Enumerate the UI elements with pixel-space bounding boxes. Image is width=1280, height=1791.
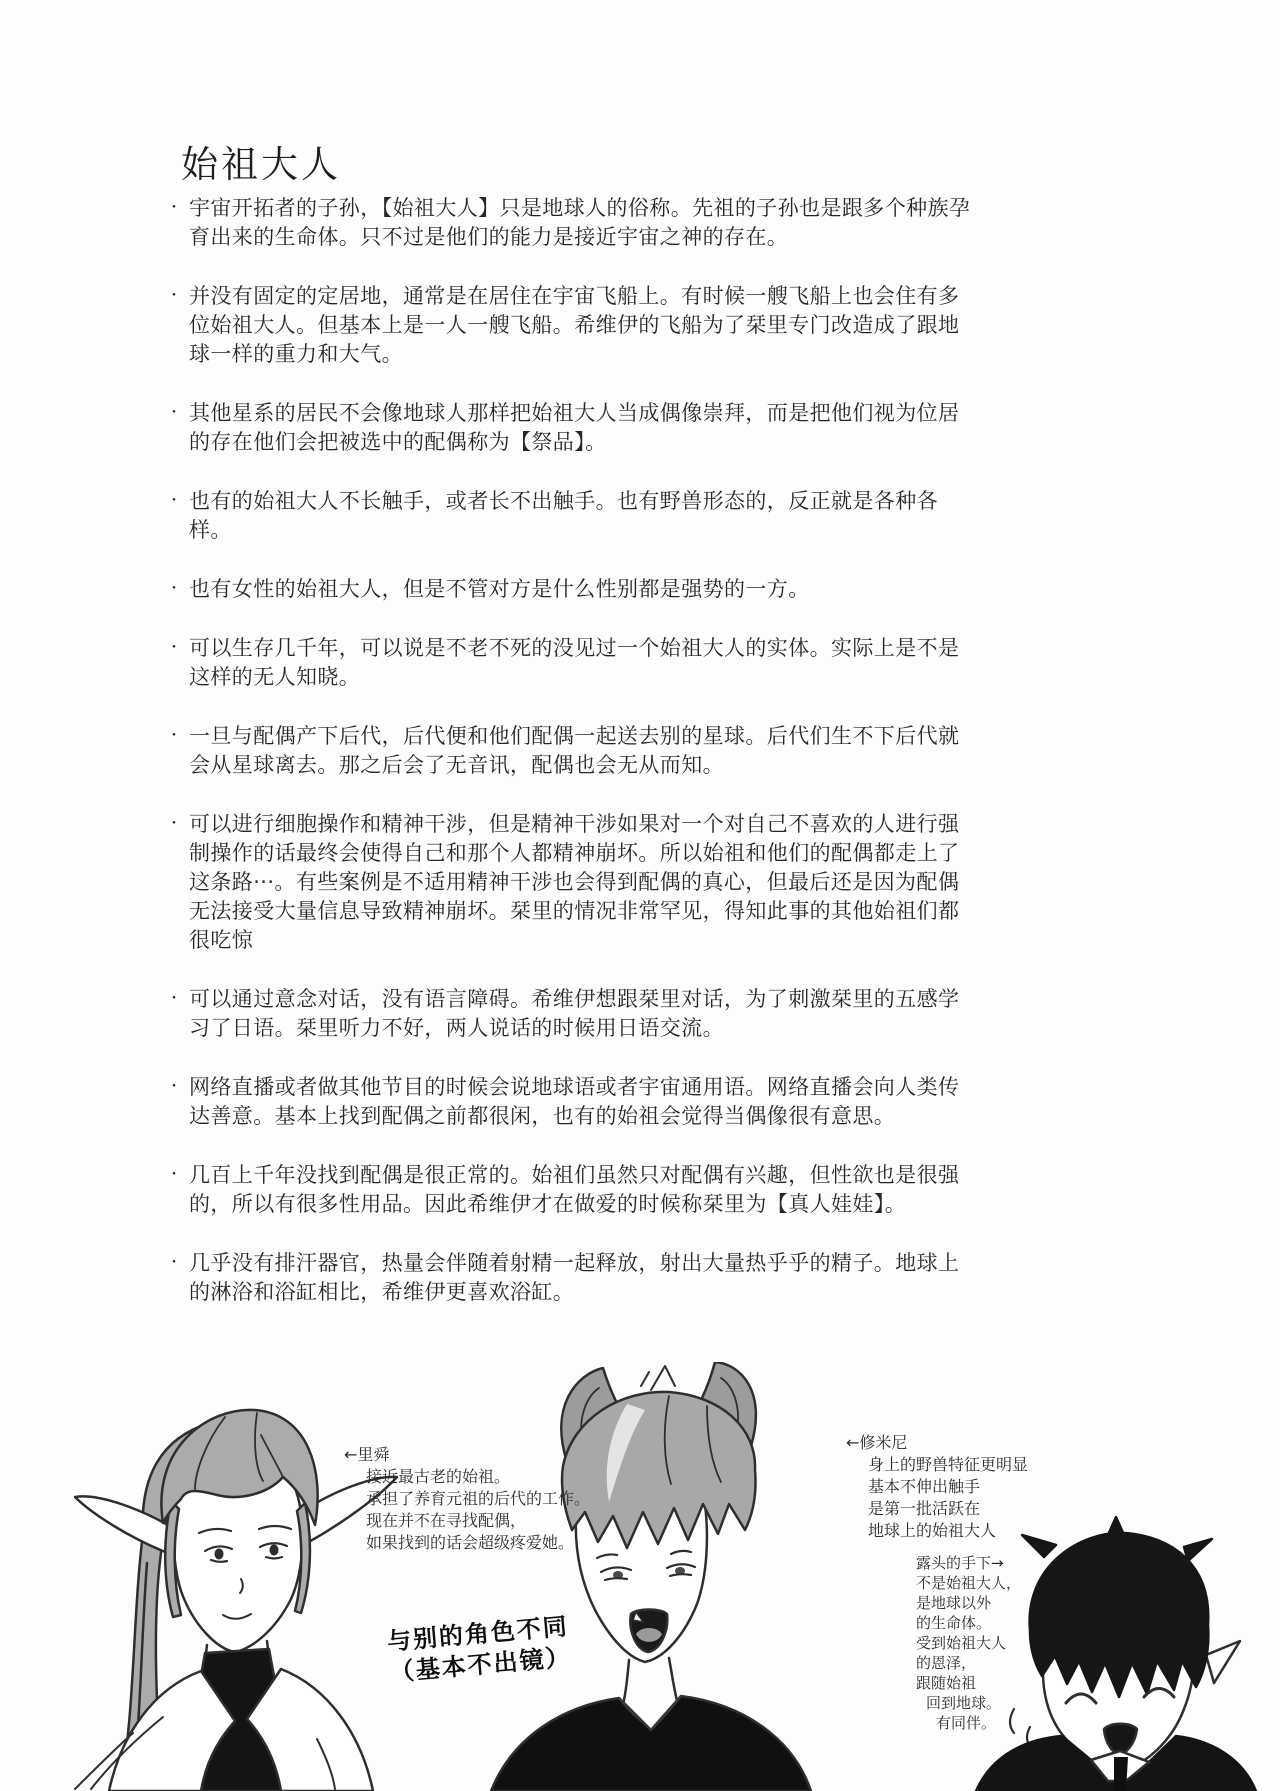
bullet-text: 几百上千年没找到配偶是很正常的。始祖们虽然只对配偶有兴趣，但性欲也是很强的，所以有很多性用品。因此希维伊才在做爱的时候称栞里为【真人娃娃】。	[189, 1163, 960, 1216]
bullet-dot: ・	[167, 1255, 182, 1271]
bullet-list	[167, 194, 977, 1337]
shumini-annotation-line: 是第一批活跃在	[868, 1499, 981, 1518]
bullet-text: 可以进行细胞操作和精神干涉，但是精神干涉如果对一个对自己不喜欢的人进行强制操作的话最终会使得自己和那个人都精神崩坏。所以始祖和他们的配偶都走上了这条路···。有些案例是不适用精神干涉也会得到配偶的真心，但最后还是因为配偶无法接受大量信息导致精神崩坏。栞里的情况非常罕见，得知此事的其他始祖们都很吃惊	[189, 812, 960, 952]
minion-annotation-line: 受到始祖大人	[916, 1634, 1007, 1652]
bullet-dot: ・	[167, 991, 182, 1007]
shumini-ahoge	[641, 1366, 675, 1390]
shumini-annotation	[846, 1432, 1028, 1542]
bullet-dot: ・	[167, 405, 182, 421]
bullet-item	[167, 487, 977, 545]
rishun-annotation-line: 现在并不在寻找配偶，	[366, 1511, 527, 1530]
shumini-annotation-line: 基本不伸出触手	[868, 1477, 981, 1496]
shumini-black-top	[491, 1696, 811, 1791]
bullet-dot: ・	[167, 288, 182, 304]
bullet-text: 也有的始祖大人不长触手，或者长不出触手。也有野兽形态的，反正就是各种各样。	[189, 489, 938, 542]
bullet-dot: ・	[167, 640, 182, 656]
bullet-dot: ・	[167, 728, 182, 744]
bullet-text: 其他星系的居民不会像地球人那样把始祖大人当成偶像崇拜，而是把他们视为位居的存在他们会把被选中的配偶称为【祭品】。	[189, 401, 960, 454]
shumini-annotation-line: 身上的野兽特征更明显	[868, 1455, 1029, 1474]
minion-annotation-line: 不是始祖大人，	[916, 1574, 1022, 1592]
minion-annotation-line: 跟随始祖	[916, 1674, 977, 1692]
bullet-text: 网络直播或者做其他节目的时候会说地球语或者宇宙通用语。网络直播会向人类传达善意。基本上找到配偶之前都很闲，也有的始祖会觉得当偶像很有意思。	[189, 1075, 960, 1128]
bullet-text: 一旦与配偶产下后代，后代便和他们配偶一起送去别的星球。后代们生不下后代就会从星球离去。那之后会了无音讯，配偶也会无从而知。	[189, 724, 960, 777]
bold-note-line: 与别的角色不同	[386, 1612, 570, 1656]
bullet-item	[167, 194, 977, 252]
bullet-item	[167, 985, 977, 1043]
minion-annotation-line: 回到地球。	[926, 1694, 1002, 1712]
bullet-dot: ・	[167, 200, 182, 216]
bullet-item	[167, 722, 977, 780]
bullet-item	[167, 1249, 977, 1307]
bold-note-line: （基本不出镜）	[388, 1643, 573, 1687]
rishun-annotation-line: 如果找到的话会超级疼爱她。	[366, 1533, 575, 1552]
rishun-name: 里舜	[357, 1445, 390, 1464]
bullet-item	[167, 634, 977, 692]
rishun-annotation	[344, 1444, 590, 1554]
bullet-text: 也有女性的始祖大人，但是不管对方是什么性别都是强势的一方。	[189, 577, 810, 601]
bullet-item	[167, 1073, 977, 1131]
minion-annotation-line: 有同伴。	[936, 1714, 997, 1732]
minion-name: 露头的手下	[916, 1554, 992, 1572]
rishun-annotation-line: 承担了养育元祖的后代的工作。	[366, 1489, 591, 1508]
bullet-text: 可以生存几千年，可以说是不老不死的没见过一个始祖大人的实体。实际上是不是这样的无人知晓。	[189, 636, 960, 689]
shumini-illustration	[455, 1362, 895, 1791]
bullet-dot: ・	[167, 581, 182, 597]
minion-annotation	[916, 1553, 1021, 1733]
shumini-annotation-name-line	[846, 1432, 1028, 1454]
bullet-dot: ・	[167, 1079, 182, 1095]
bullet-dot: ・	[167, 1167, 182, 1183]
bullet-item	[167, 1161, 977, 1219]
bullet-text: 并没有固定的定居地，通常是在居住在宇宙飞船上。有时候一艘飞船上也会住有多位始祖大人。但基本上是一人一艘飞船。希维伊的飞船为了栞里专门改造成了跟地球一样的重力和大气。	[189, 284, 960, 366]
minion-annotation-line: 的恩泽，	[916, 1654, 977, 1672]
shumini-name: 修米尼	[859, 1433, 908, 1452]
rishun-annotation-line: 接近最古老的始祖。	[366, 1467, 511, 1486]
bullet-item	[167, 810, 977, 955]
left-arrow-icon: ←	[846, 1433, 860, 1452]
minion-annotation-line: 是地球以外	[916, 1594, 992, 1612]
minion-annotation-name-line	[916, 1553, 1021, 1573]
shumini-annotation-line: 地球上的始祖大人	[868, 1521, 997, 1540]
minion-elf-ear	[1206, 1641, 1240, 1683]
bullet-dot: ・	[167, 493, 182, 509]
right-arrow-icon: →	[991, 1554, 1004, 1572]
bullet-item	[167, 282, 977, 369]
bullet-dot: ・	[167, 816, 182, 832]
bullet-item	[167, 399, 977, 457]
bullet-text: 几乎没有排汗器官，热量会伴随着射精一起释放，射出大量热乎乎的精子。地球上的淋浴和浴缸相比，希维伊更喜欢浴缸。	[189, 1251, 960, 1304]
page-title: 始祖大人	[181, 142, 341, 186]
minion-annotation-line: 的生命体。	[916, 1614, 992, 1632]
bullet-text: 可以通过意念对话，没有语言障碍。希维伊想跟栞里对话，为了刺激栞里的五感学习了日语。栞里听力不好，两人说话的时候用日语交流。	[189, 987, 960, 1040]
bullet-item	[167, 575, 977, 604]
left-arrow-icon: ←	[344, 1445, 358, 1464]
bullet-text: 宇宙开拓者的子孙，【始祖大人】只是地球人的俗称。先祖的子孙也是跟多个种族孕育出来的生命体。只不过是他们的能力是接近宇宙之神的存在。	[189, 196, 971, 249]
shumini-drawing	[455, 1362, 895, 1791]
rishun-annotation-name-line	[344, 1444, 590, 1466]
